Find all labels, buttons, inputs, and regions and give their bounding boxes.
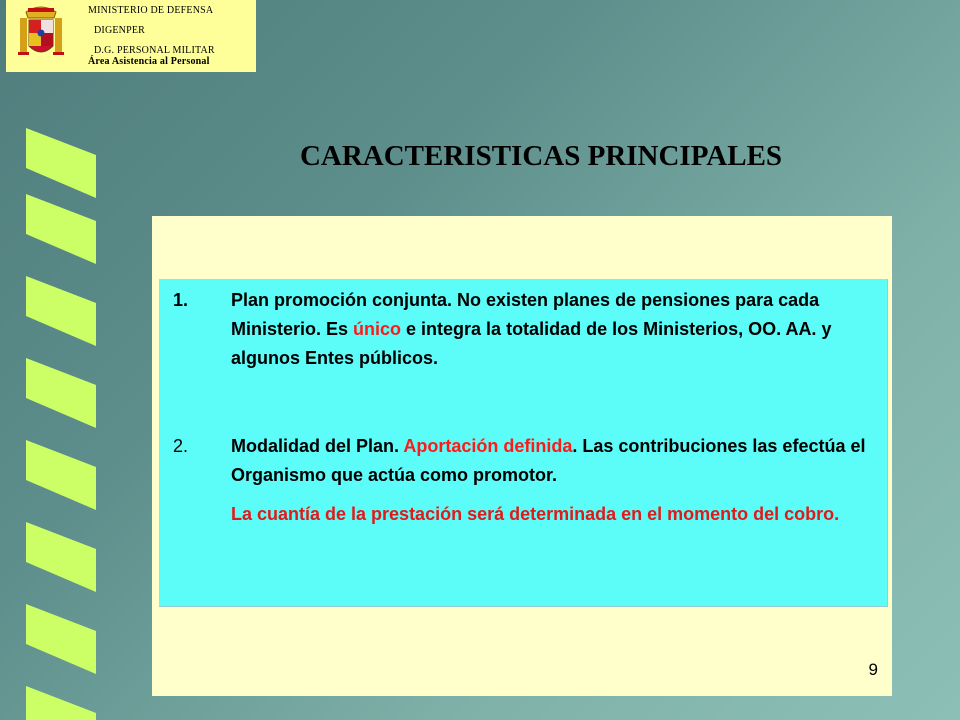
characteristics-box (159, 279, 888, 607)
header-department: D.G. PERSONAL MILITAR (94, 45, 215, 56)
header-directorate: DIGENPER (94, 25, 146, 36)
item-text (173, 286, 873, 373)
item-text-b: e integra la totalidad de los Ministerios, OO. AA. y algunos Entes públicos. (231, 319, 832, 368)
note-text (173, 500, 873, 529)
spanish-coat-of-arms-icon (16, 2, 66, 66)
item-text-a: Modalidad del Plan. (231, 436, 404, 456)
item-text-a: Plan promoción conjunta. No existen planes de pensiones para cada Ministerio. Es (231, 290, 820, 339)
note-content: La cuantía de la prestación será determinada en el momento del cobro. (231, 504, 840, 524)
item-text-b: . Las contribuciones las efectúa el Organismo que actúa como promotor. (231, 436, 866, 485)
list-item (173, 286, 873, 373)
page-title: CARACTERISTICAS PRINCIPALES (299, 140, 783, 172)
item-number: 1. (173, 290, 189, 310)
item-highlight: Aportación definida (403, 436, 573, 456)
header-ministry: MINISTERIO DE DEFENSA (88, 5, 214, 16)
item-number: 2. (173, 436, 189, 456)
decorative-stripes (0, 100, 100, 720)
header-box (6, 0, 256, 72)
header-area: Área Asistencia al Personal (88, 56, 210, 67)
item-highlight: único (353, 319, 402, 339)
item-text (173, 432, 873, 490)
list-item (173, 432, 873, 490)
page-number: 9 (868, 660, 878, 679)
